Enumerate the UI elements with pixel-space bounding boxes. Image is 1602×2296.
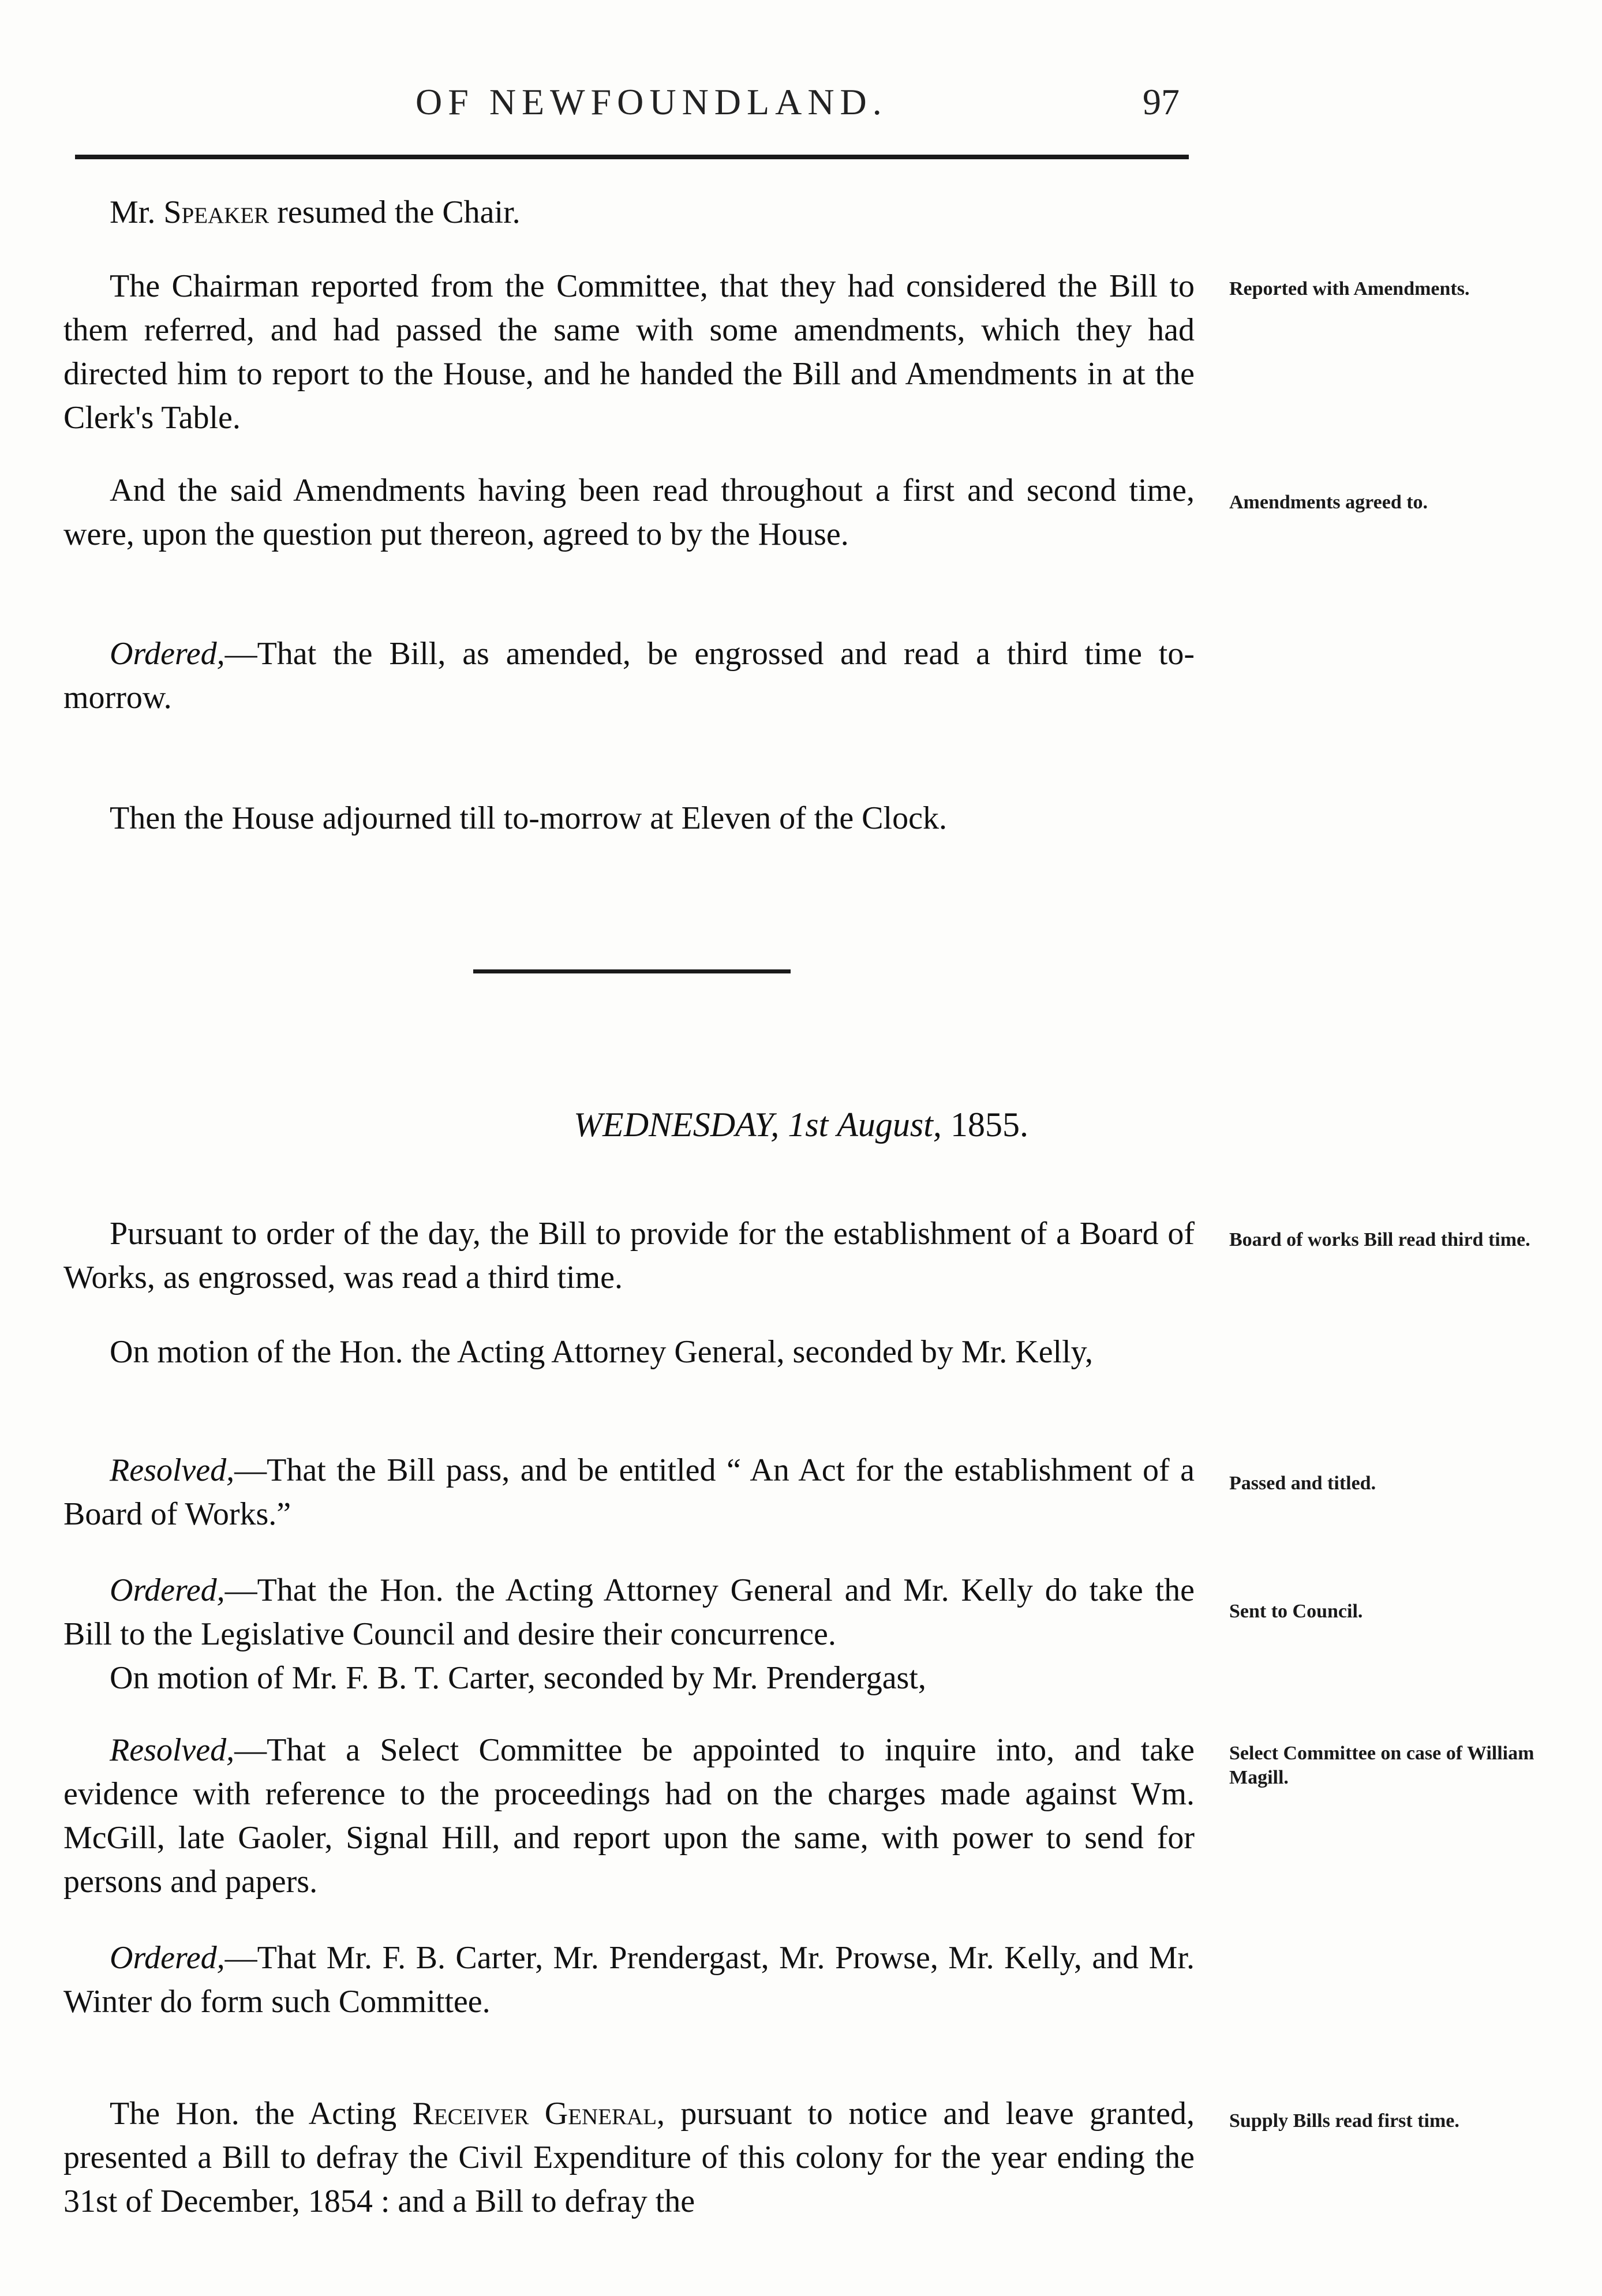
paragraph-speaker-resumed <box>63 190 1195 234</box>
p4-label: Ordered, <box>110 636 225 672</box>
p9-text: —That the Hon. the Acting Attorney General and Mr. Kelly do take the Bill to the Legislative Council and desire their concurrence. <box>63 1572 1195 1652</box>
p3-text: And the said Amendments having been read throughout a first and second time, were, upon the question put thereon, agreed to by the House. <box>63 473 1195 552</box>
p12-text: —That Mr. F. B. Carter, Mr. Prendergast, Mr. Prowse, Mr. Kelly, and Mr. Winter do form such Committee. <box>63 1940 1195 2020</box>
margin-note-sent-council: Sent to Council. <box>1229 1601 1363 1622</box>
header-rule <box>75 155 1189 159</box>
margin-note-passed-titled: Passed and titled. <box>1229 1473 1376 1494</box>
date-heading <box>0 1105 1602 1145</box>
p11-label: Resolved, <box>110 1732 235 1768</box>
margin-note-select-committee: Select Committee on case of William Magill. <box>1229 1743 1534 1788</box>
p7-text: On motion of the Hon. the Acting Attorney General, seconded by Mr. Kelly, <box>110 1334 1094 1370</box>
p11-text: —That a Select Committee be appointed to inquire into, and take evidence with reference to the proceedings had on the charges made against Wm. McGill, late Gaoler, Signal Hill, and report upon the same, with power to send for persons and papers. <box>63 1732 1195 1900</box>
p8-text: —That the Bill pass, and be entitled “ An Act for the establishment of a Board of Works.” <box>63 1452 1195 1532</box>
paragraph-amendments-read <box>63 469 1195 556</box>
p8-label: Resolved, <box>110 1452 235 1488</box>
paragraph-ordered-engrossed <box>63 632 1195 720</box>
paragraph-resolved-pass <box>63 1448 1195 1536</box>
p6-text: Pursuant to order of the day, the Bill to provide for the establishment of a Board of Works, as engrossed, was read a third time. <box>63 1216 1195 1295</box>
date-weekday: WEDNESDAY, <box>574 1106 780 1144</box>
paragraph-ordered-committee <box>63 1936 1195 2024</box>
margin-note-reported: Reported with Amendments. <box>1229 278 1470 299</box>
p1-rest: resumed the Chair. <box>269 194 521 230</box>
paragraph-house-adjourned <box>63 796 1195 840</box>
margin-note-supply-bills: Supply Bills read first time. <box>1229 2110 1459 2132</box>
paragraph-motion-carter <box>63 1656 1195 1700</box>
date-year: 1855. <box>950 1106 1028 1144</box>
page-number: 97 <box>1143 81 1180 122</box>
p1-prefix: Mr. <box>110 194 164 230</box>
p2-text: The Chairman reported from the Committee, that they had considered the Bill to them referred, and had passed the same with some amendments, which they had directed him to report to the House, and he handed the Bill and Amendments in at the Clerk's Table. <box>63 268 1195 436</box>
p13-receiver-general: Receiver General <box>412 2096 657 2132</box>
running-header <box>0 81 1602 133</box>
p10-text: On motion of Mr. F. B. T. Carter, seconded by Mr. Prendergast, <box>110 1660 926 1696</box>
running-title: OF NEWFOUNDLAND. <box>416 81 888 122</box>
margin-note-amendments-agreed: Amendments agreed to. <box>1229 492 1428 513</box>
p1-speaker: Speaker <box>163 194 270 230</box>
paragraph-select-committee <box>63 1728 1195 1904</box>
paragraph-motion-attorney <box>63 1330 1195 1374</box>
paragraph-third-reading <box>63 1212 1195 1299</box>
paragraph-chairman-reported <box>63 264 1195 440</box>
section-divider <box>473 969 791 973</box>
paragraph-receiver-general <box>63 2092 1195 2223</box>
p13-rest: , pursuant to notice and leave granted, presented a Bill to defray the Civil Expenditure of this colony for the year ending the 31st of December, 1854 : and a Bill to defray the <box>63 2096 1195 2219</box>
p13-prefix: The Hon. the Acting <box>110 2096 413 2132</box>
p12-label: Ordered, <box>110 1940 225 1976</box>
p4-text: —That the Bill, as amended, be engrossed and read a third time to-morrow. <box>63 636 1195 716</box>
p5-text: Then the House adjourned till to-morrow at Eleven of the Clock. <box>110 800 947 836</box>
date-day: 1st <box>788 1106 829 1144</box>
margin-note-board-of-works: Board of works Bill read third time. <box>1229 1229 1530 1250</box>
date-month: August, <box>837 1106 942 1144</box>
paragraph-ordered-council <box>63 1568 1195 1656</box>
p9-label: Ordered, <box>110 1572 225 1608</box>
